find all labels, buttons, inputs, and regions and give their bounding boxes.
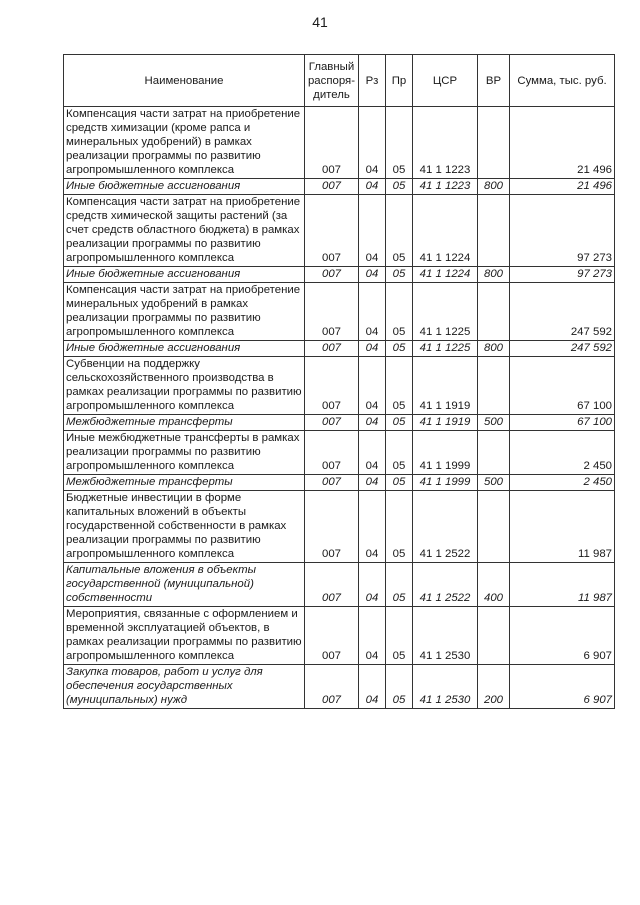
cell-pr: 05: [386, 283, 413, 341]
cell-sum: 97 273: [510, 195, 615, 267]
cell-csr: 41 1 1223: [413, 179, 478, 195]
cell-name: Иные бюджетные ассигнования: [64, 179, 305, 195]
header-rz: Рз: [359, 55, 386, 107]
cell-vr: [478, 283, 510, 341]
table-row-subitem: [64, 341, 615, 357]
cell-name: Капитальные вложения в объекты государственной (муниципальной) собственности: [64, 563, 305, 607]
cell-csr: 41 1 1224: [413, 267, 478, 283]
cell-csr: 41 1 2522: [413, 491, 478, 563]
cell-name: Мероприятия, связанные с оформлением и временной эксплуатацией объектов, в рамках реализации программы по развитию агропромышленного комплекса: [64, 607, 305, 665]
cell-main-manager: 007: [305, 491, 359, 563]
cell-pr: 05: [386, 665, 413, 709]
cell-vr: [478, 431, 510, 475]
cell-name: Компенсация части затрат на приобретение средств химизации (кроме рапса и минеральных удобрений) в рамках реализации программы по развитию агропромышленного комплекса: [64, 107, 305, 179]
table-row: [64, 607, 615, 665]
cell-name: Иные бюджетные ассигнования: [64, 341, 305, 357]
cell-sum: 67 100: [510, 357, 615, 415]
cell-name: Иные бюджетные ассигнования: [64, 267, 305, 283]
cell-sum: 67 100: [510, 415, 615, 431]
cell-name: Межбюджетные трансферты: [64, 475, 305, 491]
cell-main-manager: 007: [305, 607, 359, 665]
table-row: [64, 107, 615, 179]
cell-main-manager: 007: [305, 267, 359, 283]
table-row-subitem: [64, 665, 615, 709]
cell-rz: 04: [359, 195, 386, 267]
cell-sum: 11 987: [510, 563, 615, 607]
cell-vr: 400: [478, 563, 510, 607]
cell-main-manager: 007: [305, 563, 359, 607]
cell-csr: 41 1 1225: [413, 283, 478, 341]
table-row-subitem: [64, 563, 615, 607]
cell-pr: 05: [386, 491, 413, 563]
header-sum: Сумма, тыс. руб.: [510, 55, 615, 107]
table-row: [64, 431, 615, 475]
cell-csr: 41 1 2522: [413, 563, 478, 607]
cell-pr: 05: [386, 195, 413, 267]
cell-csr: 41 1 1999: [413, 475, 478, 491]
table-row-subitem: [64, 267, 615, 283]
table-header-row: [64, 55, 615, 107]
cell-sum: 21 496: [510, 107, 615, 179]
table-row: [64, 357, 615, 415]
header-vr: ВР: [478, 55, 510, 107]
cell-main-manager: 007: [305, 475, 359, 491]
cell-rz: 04: [359, 107, 386, 179]
cell-pr: 05: [386, 107, 413, 179]
cell-rz: 04: [359, 415, 386, 431]
cell-sum: 6 907: [510, 607, 615, 665]
cell-main-manager: 007: [305, 107, 359, 179]
cell-csr: 41 1 1224: [413, 195, 478, 267]
cell-rz: 04: [359, 563, 386, 607]
cell-sum: 247 592: [510, 283, 615, 341]
cell-pr: 05: [386, 357, 413, 415]
header-main-manager: Главный распоря-дитель: [305, 55, 359, 107]
cell-vr: 200: [478, 665, 510, 709]
cell-sum: 21 496: [510, 179, 615, 195]
header-name: Наименование: [64, 55, 305, 107]
cell-pr: 05: [386, 475, 413, 491]
cell-vr: 800: [478, 179, 510, 195]
cell-rz: 04: [359, 341, 386, 357]
cell-main-manager: 007: [305, 665, 359, 709]
cell-main-manager: 007: [305, 341, 359, 357]
cell-rz: 04: [359, 607, 386, 665]
table-row: [64, 491, 615, 563]
cell-sum: 247 592: [510, 341, 615, 357]
cell-name: Субвенции на поддержку сельскохозяйственного производства в рамках реализации программы по развитию агропромышленного комплекса: [64, 357, 305, 415]
cell-vr: 800: [478, 341, 510, 357]
cell-main-manager: 007: [305, 195, 359, 267]
cell-csr: 41 1 2530: [413, 607, 478, 665]
cell-sum: 6 907: [510, 665, 615, 709]
cell-name: Бюджетные инвестиции в форме капитальных вложений в объекты государственной собственности в рамках реализации программы по развитию агропромышленного комплекса: [64, 491, 305, 563]
cell-main-manager: 007: [305, 431, 359, 475]
header-csr: ЦСР: [413, 55, 478, 107]
cell-rz: 04: [359, 283, 386, 341]
cell-csr: 41 1 1919: [413, 357, 478, 415]
cell-rz: 04: [359, 665, 386, 709]
cell-vr: 800: [478, 267, 510, 283]
table-row: [64, 195, 615, 267]
cell-pr: 05: [386, 431, 413, 475]
cell-vr: [478, 107, 510, 179]
cell-rz: 04: [359, 431, 386, 475]
cell-csr: 41 1 1999: [413, 431, 478, 475]
cell-pr: 05: [386, 341, 413, 357]
cell-vr: [478, 491, 510, 563]
cell-pr: 05: [386, 607, 413, 665]
cell-sum: 2 450: [510, 431, 615, 475]
cell-csr: 41 1 1225: [413, 341, 478, 357]
cell-rz: 04: [359, 475, 386, 491]
cell-name: Межбюджетные трансферты: [64, 415, 305, 431]
cell-main-manager: 007: [305, 179, 359, 195]
cell-pr: 05: [386, 267, 413, 283]
cell-vr: [478, 607, 510, 665]
cell-csr: 41 1 1919: [413, 415, 478, 431]
cell-main-manager: 007: [305, 415, 359, 431]
page-number: 41: [312, 14, 328, 30]
cell-vr: [478, 357, 510, 415]
cell-main-manager: 007: [305, 357, 359, 415]
cell-vr: 500: [478, 475, 510, 491]
cell-sum: 11 987: [510, 491, 615, 563]
cell-sum: 2 450: [510, 475, 615, 491]
cell-csr: 41 1 1223: [413, 107, 478, 179]
cell-csr: 41 1 2530: [413, 665, 478, 709]
cell-name: Закупка товаров, работ и услуг для обеспечения государственных (муниципальных) нужд: [64, 665, 305, 709]
cell-pr: 05: [386, 415, 413, 431]
cell-rz: 04: [359, 491, 386, 563]
budget-table: [63, 54, 615, 709]
cell-name: Компенсация части затрат на приобретение средств химической защиты растений (за счет средств областного бюджета) в рамках реализации программы по развитию агропромышленного комплекса: [64, 195, 305, 267]
table-row-subitem: [64, 179, 615, 195]
cell-sum: 97 273: [510, 267, 615, 283]
cell-rz: 04: [359, 357, 386, 415]
table-row-subitem: [64, 475, 615, 491]
cell-name: Компенсация части затрат на приобретение минеральных удобрений в рамках реализации программы по развитию агропромышленного комплекса: [64, 283, 305, 341]
header-pr: Пр: [386, 55, 413, 107]
cell-rz: 04: [359, 179, 386, 195]
cell-name: Иные межбюджетные трансферты в рамках реализации программы по развитию агропромышленного комплекса: [64, 431, 305, 475]
cell-vr: [478, 195, 510, 267]
cell-main-manager: 007: [305, 283, 359, 341]
cell-vr: 500: [478, 415, 510, 431]
cell-pr: 05: [386, 179, 413, 195]
table-row: [64, 283, 615, 341]
table-row-subitem: [64, 415, 615, 431]
cell-rz: 04: [359, 267, 386, 283]
cell-pr: 05: [386, 563, 413, 607]
